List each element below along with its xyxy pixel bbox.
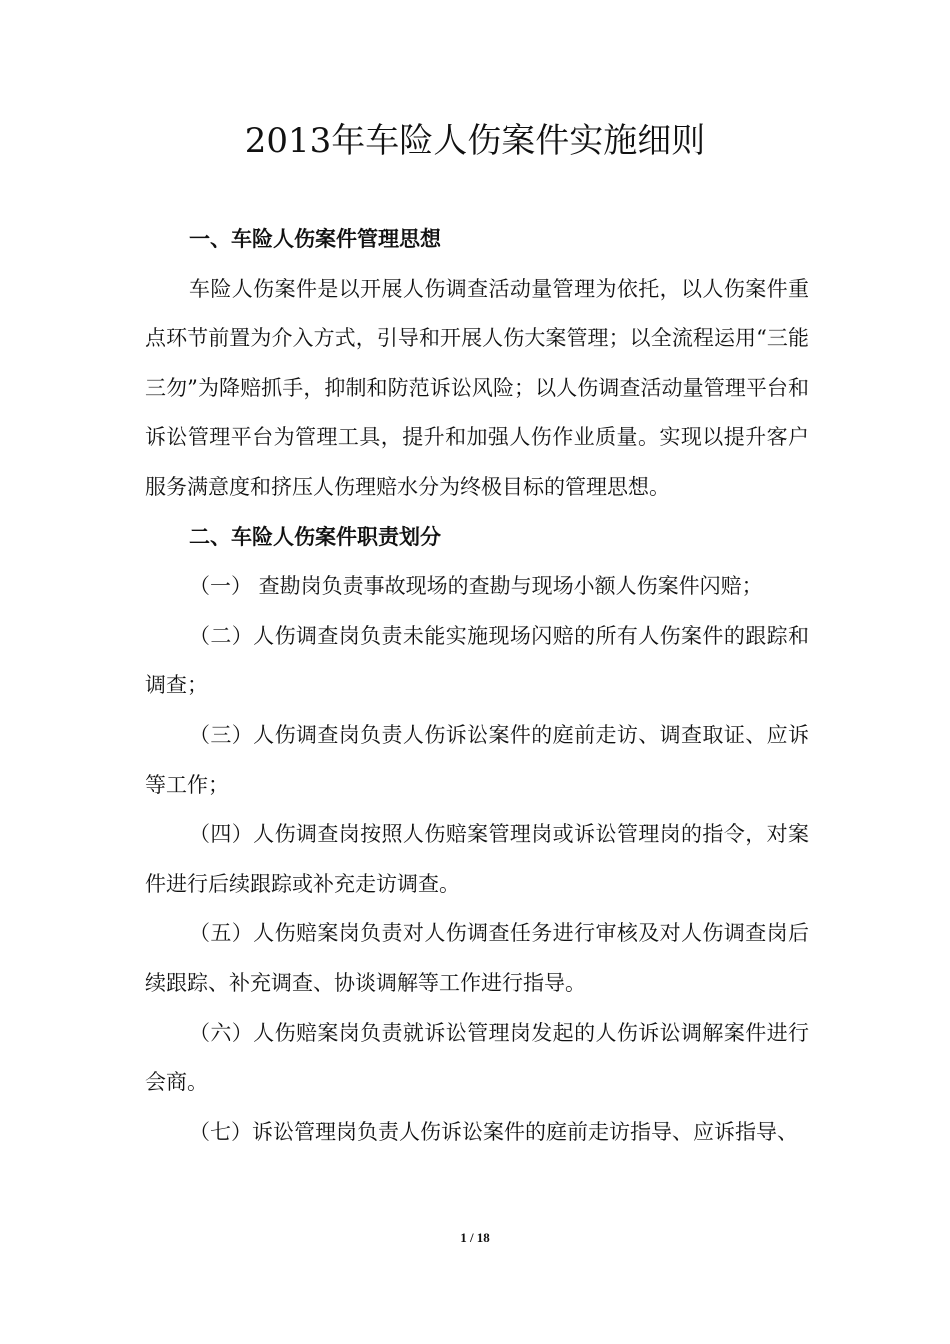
paragraph: （五）人伤赔案岗负责对人伤调查任务进行审核及对人伤调查岗后续跟踪、补充调查、协谈调解等工作进行指导。	[145, 921, 809, 995]
paragraph: （二）人伤调查岗负责未能实施现场闪赔的所有人伤案件的跟踪和调查；	[145, 623, 809, 698]
section-heading: 一、车险人伤案件管理思想	[189, 227, 441, 251]
paragraph: （一） 查勘岗负责事故现场的查勘与现场小额人伤案件闪赔；	[189, 574, 763, 599]
paragraph: 车险人伤案件是以开展人伤调查活动量管理为依托，以人伤案件重点环节前置为介入方式，引导和开展人伤大案管理；以全流程运用“三能三勿”为降赔抓手，抑制和防范诉讼风险；以人伤调查活动量管理平台和诉讼管理平台为管理工具，提升和加强人伤作业质量。实现以提升客户服务满意度和挤压人伤理赔水分为终极目标的管理思想。	[145, 276, 809, 499]
section-heading: 二、车险人伤案件职责划分	[189, 524, 441, 549]
page-number: 1 / 18	[460, 1230, 490, 1245]
document-body	[145, 215, 809, 1157]
paragraph: （六）人伤赔案岗负责就诉讼管理岗发起的人伤诉讼调解案件进行会商。	[145, 1020, 809, 1095]
paragraph: （三）人伤调查岗负责人伤诉讼案件的庭前走访、调查取证、应诉等工作；	[145, 722, 809, 797]
paragraph: （四）人伤调查岗按照人伤赔案管理岗或诉讼管理岗的指令，对案件进行后续跟踪或补充走访调查。	[145, 822, 809, 896]
document-title: 2013年车险人伤案件实施细则	[244, 121, 706, 161]
paragraph: （七）诉讼管理岗负责人伤诉讼案件的庭前走访指导、应诉指导、	[189, 1119, 798, 1144]
